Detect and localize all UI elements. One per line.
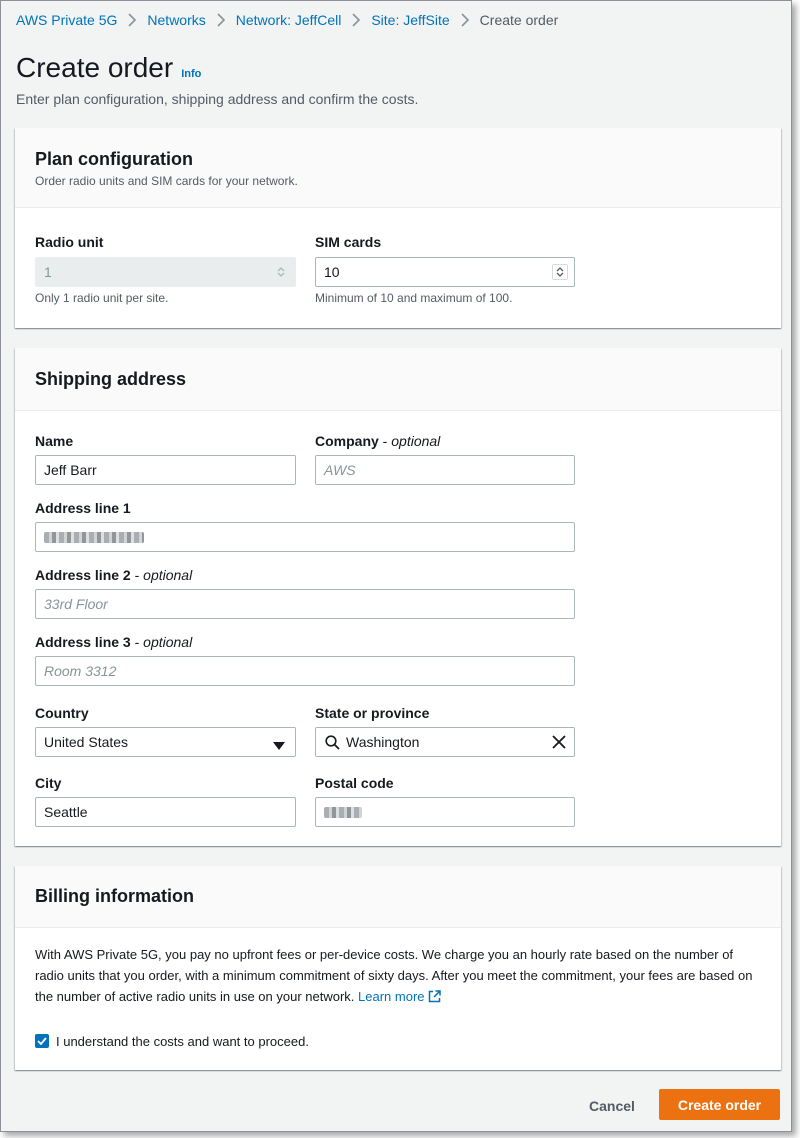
address-line-2-placeholder: 33rd Floor <box>44 596 108 612</box>
address-line-1-input[interactable] <box>35 522 575 552</box>
search-icon <box>325 735 340 753</box>
address-line-3-placeholder: Room 3312 <box>44 663 117 679</box>
postal-code-input[interactable] <box>315 797 575 827</box>
optional-tag: optional <box>391 433 441 449</box>
city-label: City <box>35 775 62 791</box>
external-link-icon <box>428 990 441 1003</box>
state-value: Washington <box>346 734 420 750</box>
chevron-right-icon <box>216 13 226 27</box>
radio-unit-hint: Only 1 radio unit per site. <box>35 291 169 305</box>
info-link[interactable]: Info <box>181 68 202 80</box>
city-value: Seattle <box>44 804 88 820</box>
address-line-2-input[interactable] <box>35 589 575 619</box>
radio-unit-label: Radio unit <box>35 234 104 250</box>
checkmark-icon <box>37 1037 47 1045</box>
panel-title: Shipping address <box>35 369 187 389</box>
breadcrumb <box>16 12 558 28</box>
radio-unit-value: 1 <box>44 264 52 280</box>
company-label: Company - optional <box>315 433 441 449</box>
breadcrumb-networks[interactable]: Networks <box>147 12 206 28</box>
create-order-button[interactable]: Create order <box>659 1089 780 1120</box>
clear-icon[interactable] <box>552 735 566 752</box>
cancel-button[interactable]: Cancel <box>589 1098 635 1114</box>
checkbox-label[interactable]: I understand the costs and want to proceed. <box>56 1034 309 1049</box>
company-input[interactable] <box>315 455 575 485</box>
address-line-3-input[interactable] <box>35 656 575 686</box>
breadcrumb-site[interactable]: Site: JeffSite <box>371 12 450 28</box>
panel-title: Billing information <box>35 886 194 906</box>
sim-cards-label: SIM cards <box>315 234 382 250</box>
cost-acknowledgement-checkbox[interactable] <box>35 1034 49 1048</box>
state-autosuggest[interactable] <box>315 727 575 757</box>
stepper-icon[interactable] <box>552 264 568 280</box>
breadcrumb-aws-private-5g[interactable]: AWS Private 5G <box>16 12 118 28</box>
caret-down-icon <box>273 738 285 754</box>
redacted-postal-code <box>324 807 362 818</box>
postal-code-label: Postal code <box>315 775 394 791</box>
address-line-3-label-text: Address line 3 <box>35 634 131 650</box>
page-title: Create order <box>16 52 174 83</box>
shipping-address-header <box>15 348 781 411</box>
plan-configuration-panel <box>15 128 781 328</box>
company-placeholder: AWS <box>324 462 356 478</box>
panel-title: Plan configuration <box>35 149 194 169</box>
optional-tag: optional <box>143 567 193 583</box>
learn-more-label: Learn more <box>358 989 425 1004</box>
optional-tag: optional <box>143 634 193 650</box>
shipping-address-panel <box>15 348 781 846</box>
name-label: Name <box>35 433 74 449</box>
country-label: Country <box>35 705 89 721</box>
state-label: State or province <box>315 705 430 721</box>
billing-information-panel <box>15 866 781 1070</box>
address-line-1-label: Address line 1 <box>35 500 131 516</box>
address-line-2-label-text: Address line 2 <box>35 567 131 583</box>
chevron-right-icon <box>351 13 361 27</box>
city-input[interactable] <box>35 797 296 827</box>
sim-cards-value: 10 <box>324 264 340 280</box>
chevron-right-icon <box>460 13 470 27</box>
plan-configuration-header <box>15 128 781 208</box>
name-value: Jeff Barr <box>44 462 97 478</box>
address-line-2-label: Address line 2 - optional <box>35 567 193 583</box>
billing-description <box>35 944 765 1007</box>
sim-cards-hint: Minimum of 10 and maximum of 100. <box>315 291 513 305</box>
page-description: Enter plan configuration, shipping address and confirm the costs. <box>16 91 419 107</box>
redacted-address <box>44 532 144 543</box>
country-select[interactable] <box>35 727 296 757</box>
address-line-3-label: Address line 3 - optional <box>35 634 193 650</box>
page-title-row <box>16 52 201 84</box>
breadcrumb-network[interactable]: Network: JeffCell <box>235 12 342 28</box>
country-value: United States <box>44 734 129 750</box>
learn-more-link[interactable] <box>358 989 440 1004</box>
breadcrumb-current: Create order <box>479 12 559 28</box>
sim-cards-input[interactable] <box>315 257 575 287</box>
radio-unit-input <box>35 257 296 287</box>
billing-information-header <box>15 866 781 928</box>
chevron-right-icon <box>127 13 137 27</box>
stepper-icon <box>273 264 289 280</box>
panel-subtitle: Order radio units and SIM cards for your network. <box>35 174 298 188</box>
billing-text: With AWS Private 5G, you pay no upfront fees or per-device costs. We charge you an hourly rate based on the number of radio units that you order, with a minimum commitment of sixty days. After you meet the commitment, your fees are based on the number of active radio units in use on your network. <box>35 947 753 1004</box>
name-input[interactable] <box>35 455 296 485</box>
company-label-text: Company <box>315 433 379 449</box>
